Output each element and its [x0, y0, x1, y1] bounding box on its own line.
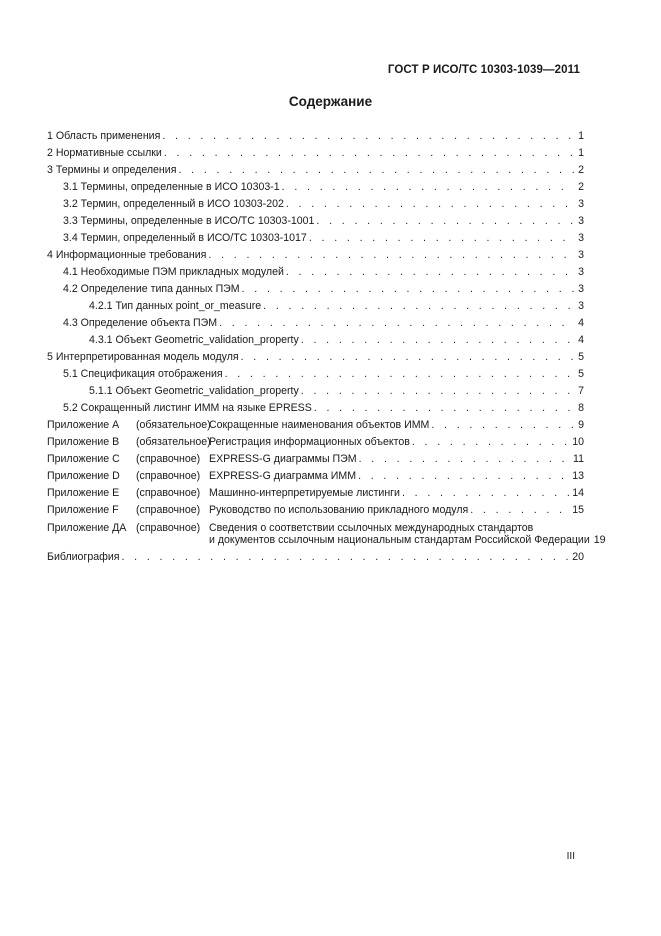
toc-entry-page: 10	[572, 436, 584, 448]
toc-entry-page: 4	[578, 317, 584, 329]
dot-leader	[219, 317, 574, 329]
toc-entry-label: 4.3 Определение объекта ПЭМ	[63, 317, 218, 329]
appendix-kind: (справочное)	[136, 522, 201, 534]
toc-entry-page: 13	[572, 470, 584, 482]
toc-entry[interactable]	[47, 363, 584, 380]
toc-entry-page: 3	[578, 283, 584, 295]
page-number: III	[566, 851, 575, 862]
appendix-label	[47, 419, 429, 431]
appendix-kind: (справочное)	[136, 470, 201, 482]
appendix-title: EXPRESS-G диаграммы ПЭМ	[209, 453, 357, 465]
toc-entry-label: 3.1 Термины, определенные в ИСО 10303-1	[63, 181, 280, 193]
toc-appendix-entry[interactable]	[47, 465, 584, 482]
toc-entry[interactable]	[47, 210, 584, 227]
toc-entry[interactable]	[47, 278, 584, 295]
dot-leader	[358, 470, 570, 482]
appendix-key: Приложение А	[47, 419, 120, 431]
appendix-title: Регистрация информационных объектов	[209, 436, 410, 448]
appendix-key: Приложение С	[47, 453, 120, 465]
toc-entry-page: 19	[593, 534, 606, 546]
toc-appendix-entry[interactable]	[47, 431, 584, 448]
toc-entry-label: 4.3.1 Объект Geometric_validation_property	[89, 334, 299, 346]
dot-leader	[242, 283, 574, 295]
toc-appendix-entry[interactable]	[47, 482, 584, 499]
toc-entry-page: 5	[578, 368, 584, 380]
toc-entry-page: 7	[578, 385, 584, 397]
dot-leader	[301, 385, 574, 397]
appendix-kind: (справочное)	[136, 504, 201, 516]
standard-code: ГОСТ Р ИСО/ТС 10303-1039—2011	[387, 64, 580, 76]
toc-entry-label: 5.2 Сокращенный листинг ИММ на языке EPRESS	[63, 402, 312, 414]
toc-entry-page: 14	[572, 487, 584, 499]
toc-entry-page: 3	[578, 215, 584, 227]
dot-leader	[263, 300, 574, 312]
toc-entry-page: 3	[578, 198, 584, 210]
dot-leader	[431, 419, 574, 431]
appendix-key: Приложение В	[47, 436, 120, 448]
toc-entry-page: 8	[578, 402, 584, 414]
appendix-title: Сокращенные наименования объектов ИММ	[209, 419, 430, 431]
dot-leader	[162, 130, 574, 142]
dot-leader	[286, 266, 574, 278]
toc-entry[interactable]	[47, 159, 584, 176]
toc-entry[interactable]	[47, 193, 584, 210]
dot-leader	[225, 368, 574, 380]
toc-entry[interactable]	[47, 244, 584, 261]
toc-entry-label: 4.2 Определение типа данных ПЭМ	[63, 283, 240, 295]
appendix-key: Приложение Е	[47, 487, 120, 499]
dot-leader	[301, 334, 574, 346]
dot-leader	[470, 504, 570, 516]
dot-leader	[314, 402, 574, 414]
appendix-title-line2: и документов ссылочным национальным стандартам Российской Федерации	[209, 534, 590, 546]
toc-entry-page: 4	[578, 334, 584, 346]
dot-leader	[178, 164, 574, 176]
appendix-title: Машинно-интерпретируемые листинги	[209, 487, 400, 499]
appendix-key: Приложение F	[47, 504, 119, 516]
appendix-label	[47, 504, 468, 516]
appendix-kind: (справочное)	[136, 453, 201, 465]
toc-entry[interactable]	[47, 142, 584, 159]
toc-entry-label: 3.2 Термин, определенный в ИСО 10303-202	[63, 198, 284, 210]
dot-leader	[359, 453, 571, 465]
appendix-label	[47, 436, 410, 448]
toc-entry-label: 4.2.1 Тип данных point_or_measure	[89, 300, 262, 312]
toc-bibliography-entry[interactable]	[47, 546, 584, 563]
appendix-kind: (справочное)	[136, 487, 201, 499]
dot-leader	[121, 551, 570, 563]
bibliography-label: Библиография	[47, 551, 120, 563]
toc-entry-label: 3 Термины и определения	[47, 164, 177, 176]
appendix-title: EXPRESS-G диаграмма ИММ	[209, 470, 357, 482]
toc-title: Содержание	[288, 94, 373, 109]
toc-entry-page: 3	[578, 249, 584, 261]
toc-entry-label: 4 Информационные требования	[47, 249, 207, 261]
toc-entry-page: 5	[578, 351, 584, 363]
toc-entry-label: 1 Область применения	[47, 130, 161, 142]
toc-appendix-entry[interactable]	[47, 414, 584, 431]
toc-entry-label: 3.3 Термины, определенные в ИСО/ТС 10303-1001	[63, 215, 315, 227]
dot-leader	[208, 249, 574, 261]
dot-leader	[316, 215, 574, 227]
appendix-title: Руководство по использованию прикладного модуля	[209, 504, 469, 516]
toc-entry[interactable]	[47, 346, 584, 363]
appendix-kind: (обязательное)	[136, 436, 211, 448]
toc-appendix-entry[interactable]	[47, 499, 584, 516]
toc-entry-page: 3	[578, 266, 584, 278]
dot-leader	[164, 147, 574, 159]
toc-entry-label: 5 Интерпретированная модель модуля	[47, 351, 239, 363]
toc-entry-page: 1	[578, 130, 584, 142]
dot-leader	[286, 198, 574, 210]
table-of-contents	[47, 125, 606, 563]
toc-entry-label: 5.1.1 Объект Geometric_validation_property	[89, 385, 299, 397]
appendix-label	[47, 470, 356, 482]
toc-entry-page: 9	[578, 419, 584, 431]
appendix-label	[47, 487, 400, 499]
toc-entry-page: 2	[578, 181, 584, 193]
toc-entry-label: 5.1 Спецификация отображения	[63, 368, 223, 380]
toc-entry-page: 20	[572, 551, 584, 563]
toc-entry[interactable]	[47, 295, 584, 312]
toc-appendix-entry[interactable]	[47, 448, 584, 465]
toc-entry[interactable]	[47, 176, 584, 193]
dot-leader	[282, 181, 574, 193]
dot-leader	[241, 351, 574, 363]
toc-entry[interactable]	[47, 227, 584, 244]
toc-appendix-entry-da[interactable]	[47, 516, 606, 546]
toc-entry-page: 15	[572, 504, 584, 516]
appendix-key: Приложение D	[47, 470, 120, 482]
toc-entry[interactable]	[47, 329, 584, 346]
dot-leader	[309, 232, 574, 244]
appendix-key: Приложение ДА	[47, 522, 127, 534]
appendix-line1	[47, 522, 590, 534]
toc-entry-label: 3.4 Термин, определенный в ИСО/ТС 10303-1017	[63, 232, 307, 244]
toc-entry-label: 4.1 Необходимые ПЭМ прикладных модулей	[63, 266, 284, 278]
toc-entry-label: 2 Нормативные ссылки	[47, 147, 162, 159]
appendix-kind: (обязательное)	[136, 419, 211, 431]
appendix-label	[47, 453, 357, 465]
appendix-label	[47, 522, 590, 546]
toc-entry-page: 2	[578, 164, 584, 176]
toc-entry[interactable]	[47, 380, 584, 397]
toc-entry-page: 3	[578, 300, 584, 312]
dot-leader	[402, 487, 570, 499]
toc-entry[interactable]	[47, 125, 584, 142]
toc-entry[interactable]	[47, 312, 584, 329]
toc-entry[interactable]	[47, 397, 584, 414]
appendix-line2	[47, 534, 590, 546]
toc-entry-page: 1	[578, 147, 584, 159]
toc-entry-page: 3	[578, 232, 584, 244]
toc-entry[interactable]	[47, 261, 584, 278]
toc-entry-page: 11	[573, 453, 584, 465]
dot-leader	[412, 436, 570, 448]
appendix-title-line1: Сведения о соответствии ссылочных международных стандартов	[209, 522, 534, 534]
